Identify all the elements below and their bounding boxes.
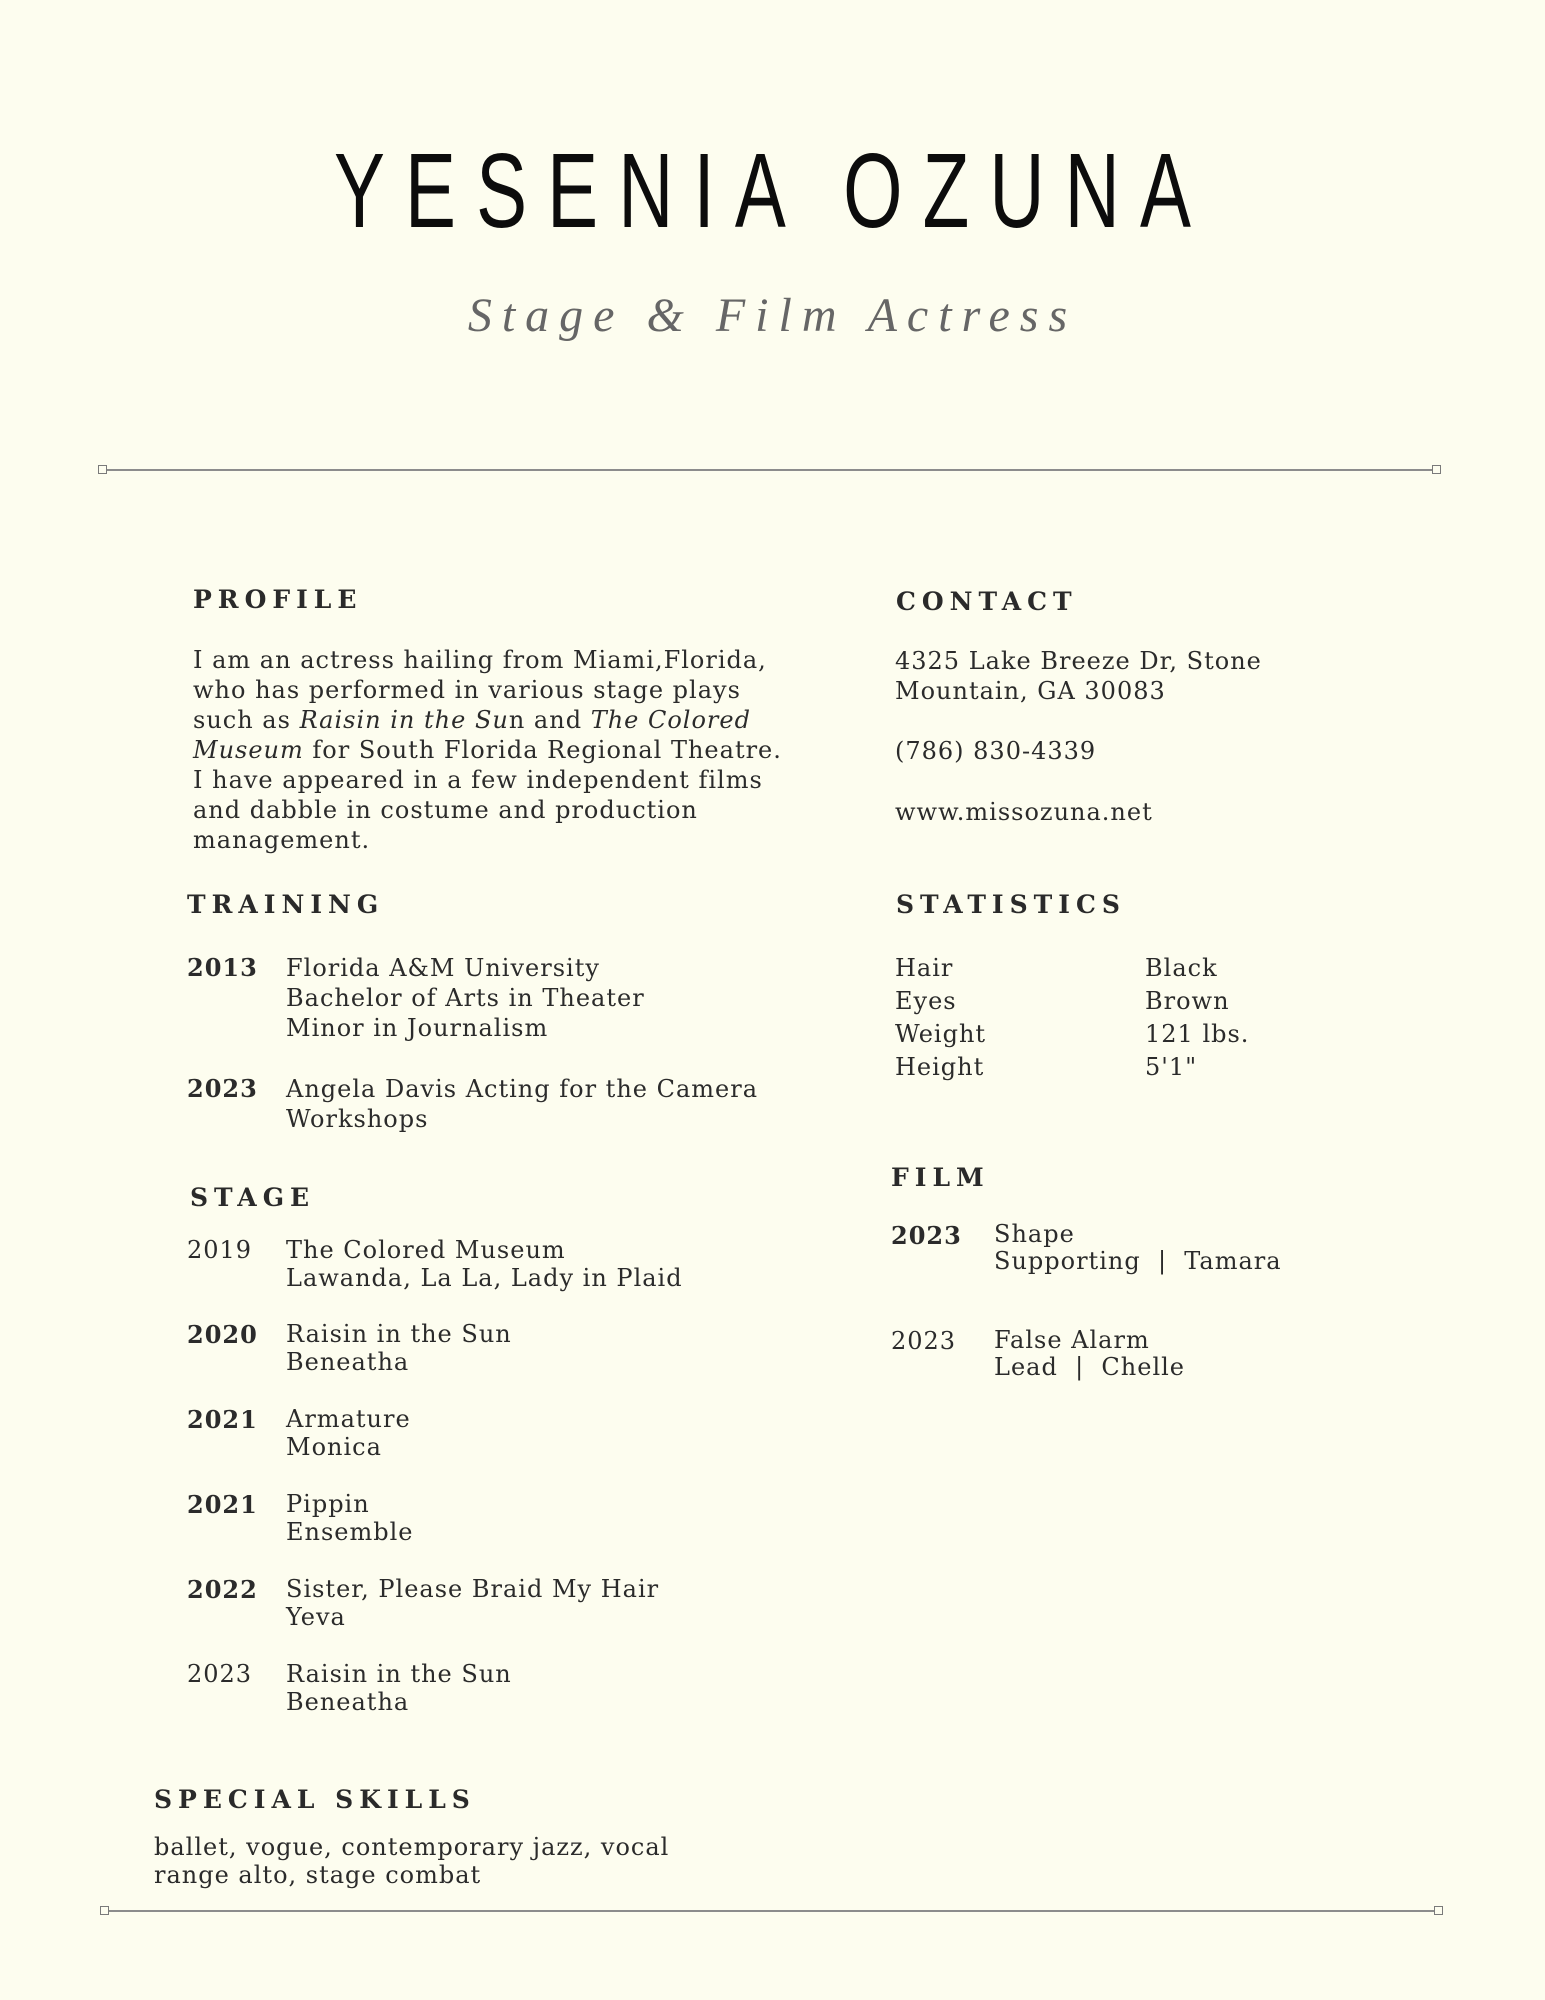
stage-year: 2022 <box>187 1575 258 1604</box>
training-year: 2023 <box>187 1074 258 1103</box>
profile-text-part: for South Florida Regional Theatre. I have appeared in a few independent films and dabble in costume and production management. <box>193 736 782 854</box>
stat-label: Height <box>895 1053 985 1081</box>
stat-row <box>895 1018 1455 1051</box>
stat-value: Brown <box>1145 987 1230 1015</box>
stage-title: Raisin in the Sun <box>286 1320 512 1348</box>
stat-row <box>895 985 1455 1018</box>
training-line: Minor in Journalism <box>286 1014 549 1042</box>
training-line: Bachelor of Arts in Theater <box>286 984 645 1012</box>
profile-text <box>193 645 783 855</box>
film-heading: FILM <box>891 1163 990 1192</box>
stat-row <box>895 952 1455 985</box>
stage-details <box>286 1405 846 1461</box>
skills-line: range alto, stage combat <box>154 1861 482 1889</box>
film-year: 2023 <box>891 1221 962 1250</box>
stage-role: Beneatha <box>286 1688 410 1716</box>
film-details <box>994 1327 1494 1381</box>
stage-year: 2023 <box>187 1660 253 1688</box>
skills-line: ballet, vogue, contemporary jazz, vocal <box>154 1833 670 1861</box>
stage-year: 2021 <box>187 1405 258 1434</box>
stage-details <box>286 1320 846 1376</box>
training-line: Workshops <box>286 1105 429 1133</box>
stage-year: 2019 <box>187 1236 253 1264</box>
stat-value: 5'1" <box>1145 1053 1198 1081</box>
skills-text <box>154 1833 754 1889</box>
stage-year: 2021 <box>187 1490 258 1519</box>
training-details <box>286 1074 846 1134</box>
stage-title: Pippin <box>286 1490 370 1518</box>
film-title: Shape <box>994 1220 1075 1248</box>
film-title: False Alarm <box>994 1326 1150 1354</box>
profile-heading: PROFILE <box>193 585 363 614</box>
stage-details <box>286 1660 846 1716</box>
bottom-divider <box>106 1910 1438 1912</box>
top-divider <box>104 469 1436 471</box>
stage-title: Armature <box>286 1405 411 1433</box>
stat-value: Black <box>1145 954 1218 982</box>
contact-address <box>895 646 1455 706</box>
training-line: Florida A&M University <box>286 954 600 982</box>
stage-role: Ensemble <box>286 1518 414 1546</box>
profile-text-part: n and <box>508 706 591 734</box>
training-line: Angela Davis Acting for the Camera <box>286 1075 759 1103</box>
profile-text-part: The Colored Museum <box>193 706 751 764</box>
contact-website: www.missozuna.net <box>895 798 1153 826</box>
stage-title: Raisin in the Sun <box>286 1660 512 1688</box>
profile-text-part: I am an actress hailing from Miami,Florida, who has performed in various stage plays such as <box>193 646 767 734</box>
top-divider-left-handle <box>98 465 107 474</box>
training-year: 2013 <box>187 953 258 982</box>
stat-value: 121 lbs. <box>1145 1020 1250 1048</box>
stage-role: Monica <box>286 1433 382 1461</box>
stage-heading: STAGE <box>190 1183 316 1212</box>
statistics-heading: STATISTICS <box>896 890 1126 919</box>
address-line: 4325 Lake Breeze Dr, Stone <box>895 647 1262 675</box>
stage-role: Beneatha <box>286 1348 410 1376</box>
stat-label: Hair <box>895 954 954 982</box>
bottom-divider-right-handle <box>1434 1906 1443 1915</box>
resume-name: YESENIA OZUNA <box>333 132 1212 250</box>
training-details <box>286 953 846 1043</box>
contact-phone: (786) 830-4339 <box>895 737 1097 765</box>
film-year: 2023 <box>891 1327 957 1355</box>
top-divider-right-handle <box>1432 465 1441 474</box>
stat-label: Weight <box>895 1020 987 1048</box>
training-heading: TRAINING <box>187 890 385 919</box>
stat-label: Eyes <box>895 987 957 1015</box>
stage-details <box>286 1575 846 1631</box>
stage-details <box>286 1236 846 1292</box>
skills-heading: SPECIAL SKILLS <box>154 1785 476 1814</box>
profile-text-part: Raisin in the Su <box>299 706 509 734</box>
bottom-divider-left-handle <box>100 1906 109 1915</box>
film-role: Supporting | Tamara <box>994 1247 1282 1275</box>
stage-role: Lawanda, La La, Lady in Plaid <box>286 1264 683 1292</box>
address-line: Mountain, GA 30083 <box>895 677 1166 705</box>
stage-title: Sister, Please Braid My Hair <box>286 1575 660 1603</box>
stage-role: Yeva <box>286 1603 346 1631</box>
stage-year: 2020 <box>187 1320 258 1349</box>
contact-heading: CONTACT <box>896 587 1078 616</box>
stage-details <box>286 1490 846 1546</box>
stage-title: The Colored Museum <box>286 1236 566 1264</box>
resume-subtitle: Stage & Film Actress <box>467 289 1078 342</box>
film-details <box>994 1221 1494 1275</box>
film-role: Lead | Chelle <box>994 1353 1185 1381</box>
stat-row <box>895 1051 1455 1084</box>
statistics-table <box>895 952 1455 1084</box>
